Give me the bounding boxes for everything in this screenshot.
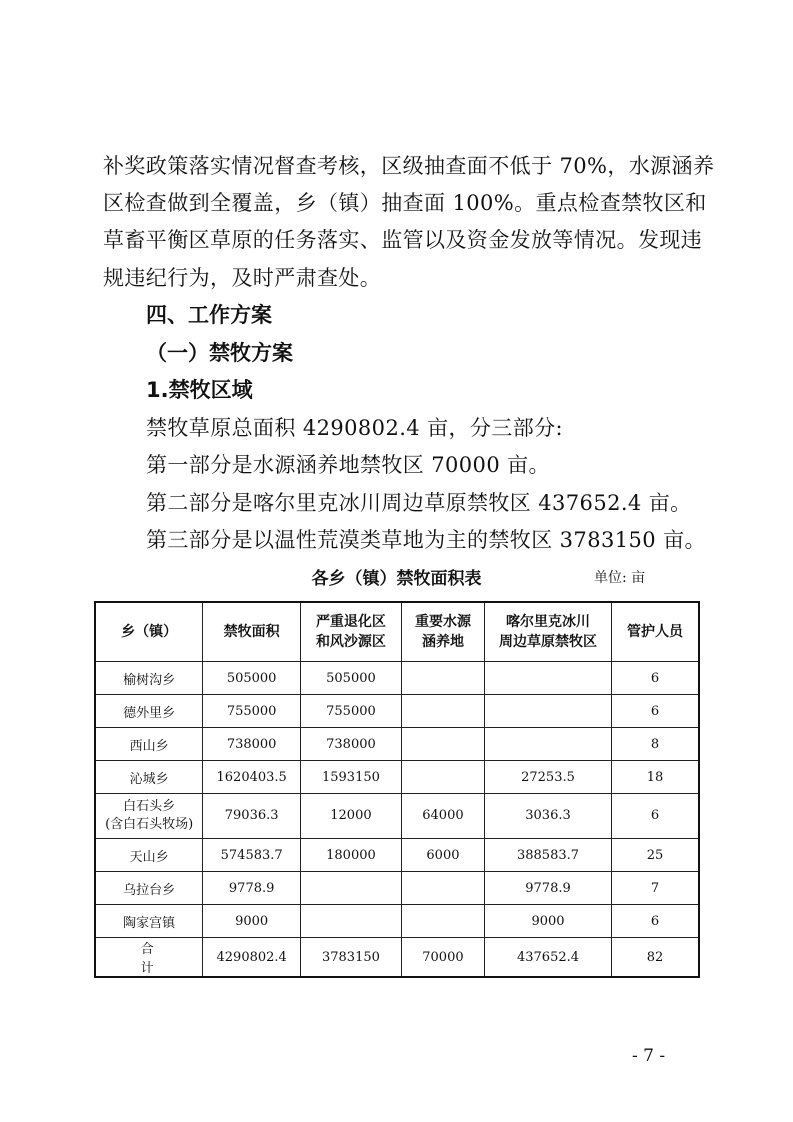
cell-total-ban-area: 4290802.4 xyxy=(203,938,301,978)
cell-township xyxy=(95,794,203,839)
table-row xyxy=(95,794,699,839)
header-township-label: 乡（镇） xyxy=(121,624,178,640)
cell-glacier-area: 27253.5 xyxy=(485,761,612,794)
cell-water-conservation: 6000 xyxy=(401,839,484,872)
cell-ban-area: 1620403.5 xyxy=(203,761,301,794)
cell-township: 德外里乡 xyxy=(95,695,203,728)
line-part-2: 第二部分是喀尔里克冰川周边草原禁牧区 437652.4 亩。 xyxy=(146,491,692,515)
page-number: - 7 - xyxy=(632,1046,666,1066)
header-degraded-area xyxy=(301,602,402,662)
table-total-row xyxy=(95,938,699,978)
paragraph-line-2: 区检查做到全覆盖，乡（镇）抽查面 100%。重点检查禁牧区和 xyxy=(103,191,707,215)
header-glacier-area xyxy=(485,602,612,662)
cell-water-conservation xyxy=(401,761,484,794)
cell-degraded-area: 755000 xyxy=(301,695,402,728)
cell-ban-area: 9000 xyxy=(203,905,301,938)
cell-total-glacier-area: 437652.4 xyxy=(485,938,612,978)
cell-staff: 8 xyxy=(611,728,699,761)
cell-staff: 7 xyxy=(611,872,699,905)
table-title: 各乡（镇）禁牧面积表 xyxy=(311,569,482,589)
header-glacier-line2: 周边草原禁牧区 xyxy=(499,634,597,650)
cell-total-water-conservation: 70000 xyxy=(401,938,484,978)
cell-degraded-area: 1593150 xyxy=(301,761,402,794)
cell-water-conservation xyxy=(401,695,484,728)
cell-glacier-area: 3036.3 xyxy=(485,794,612,839)
cell-water-conservation xyxy=(401,872,484,905)
cell-township: 天山乡 xyxy=(95,839,203,872)
cell-township: 西山乡 xyxy=(95,728,203,761)
table-row xyxy=(95,662,699,695)
cell-water-conservation xyxy=(401,728,484,761)
cell-staff: 25 xyxy=(611,839,699,872)
cell-degraded-area xyxy=(301,872,402,905)
cell-township-note: (含白石头牧场) xyxy=(105,817,194,832)
header-degraded-line1: 严重退化区 xyxy=(315,614,386,630)
header-degraded-line2: 和风沙源区 xyxy=(315,634,386,650)
cell-staff: 6 xyxy=(611,662,699,695)
header-water-line2: 涵养地 xyxy=(421,634,464,650)
cell-township: 陶家宫镇 xyxy=(95,905,203,938)
header-ban-area xyxy=(203,602,301,662)
paragraph-line-3: 草畜平衡区草原的任务落实、监管以及资金发放等情况。发现违 xyxy=(103,228,703,252)
header-staff-label: 管护人员 xyxy=(626,624,683,640)
cell-water-conservation xyxy=(401,662,484,695)
table-row xyxy=(95,905,699,938)
line-part-1: 第一部分是水源涵养地禁牧区 70000 亩。 xyxy=(146,453,550,477)
cell-water-conservation: 64000 xyxy=(401,794,484,839)
cell-glacier-area xyxy=(485,695,612,728)
cell-total-staff: 82 xyxy=(611,938,699,978)
line-total-area: 禁牧草原总面积 4290802.4 亩，分三部分: xyxy=(146,416,563,440)
table-header-row xyxy=(95,602,699,662)
item-heading: 1.禁牧区域 xyxy=(146,378,253,402)
line-part-3: 第三部分是以温性荒漠类草地为主的禁牧区 3783150 亩。 xyxy=(146,528,706,552)
cell-degraded-area: 12000 xyxy=(301,794,402,839)
cell-ban-area: 738000 xyxy=(203,728,301,761)
header-township xyxy=(95,602,203,662)
table-row xyxy=(95,872,699,905)
cell-degraded-area: 738000 xyxy=(301,728,402,761)
header-glacier-line1: 喀尔里克冰川 xyxy=(506,614,590,630)
cell-degraded-area: 180000 xyxy=(301,839,402,872)
header-ban-area-label: 禁牧面积 xyxy=(223,624,280,640)
paragraph-line-4: 规违纪行为，及时严肃查处。 xyxy=(103,266,382,290)
cell-degraded-area xyxy=(301,905,402,938)
cell-staff: 18 xyxy=(611,761,699,794)
cell-township: 榆树沟乡 xyxy=(95,662,203,695)
cell-glacier-area: 388583.7 xyxy=(485,839,612,872)
cell-staff: 6 xyxy=(611,794,699,839)
cell-ban-area: 79036.3 xyxy=(203,794,301,839)
header-water-line1: 重要水源 xyxy=(414,614,471,630)
cell-glacier-area xyxy=(485,728,612,761)
section-heading: 四、工作方案 xyxy=(146,303,272,327)
cell-glacier-area: 9000 xyxy=(485,905,612,938)
cell-township: 沁城乡 xyxy=(95,761,203,794)
cell-total-degraded-area: 3783150 xyxy=(301,938,402,978)
table-row xyxy=(95,839,699,872)
header-staff xyxy=(611,602,699,662)
cell-ban-area: 574583.7 xyxy=(203,839,301,872)
table-row xyxy=(95,695,699,728)
cell-total-label: 合计 xyxy=(95,938,203,978)
table-row xyxy=(95,728,699,761)
cell-staff: 6 xyxy=(611,905,699,938)
cell-ban-area: 9778.9 xyxy=(203,872,301,905)
table-row xyxy=(95,761,699,794)
cell-township: 乌拉台乡 xyxy=(95,872,203,905)
subsection-heading: （一）禁牧方案 xyxy=(146,341,293,365)
grazing-ban-area-table xyxy=(94,601,700,978)
paragraph-line-1: 补奖政策落实情况督查考核，区级抽查面不低于 70%，水源涵养 xyxy=(103,154,715,178)
cell-glacier-area xyxy=(485,662,612,695)
cell-glacier-area: 9778.9 xyxy=(485,872,612,905)
table-unit: 单位: 亩 xyxy=(594,570,646,586)
cell-township-name: 白石头乡 xyxy=(123,799,176,814)
cell-ban-area: 755000 xyxy=(203,695,301,728)
cell-ban-area: 505000 xyxy=(203,662,301,695)
header-water-conservation xyxy=(401,602,484,662)
cell-staff: 6 xyxy=(611,695,699,728)
cell-degraded-area: 505000 xyxy=(301,662,402,695)
cell-water-conservation xyxy=(401,905,484,938)
